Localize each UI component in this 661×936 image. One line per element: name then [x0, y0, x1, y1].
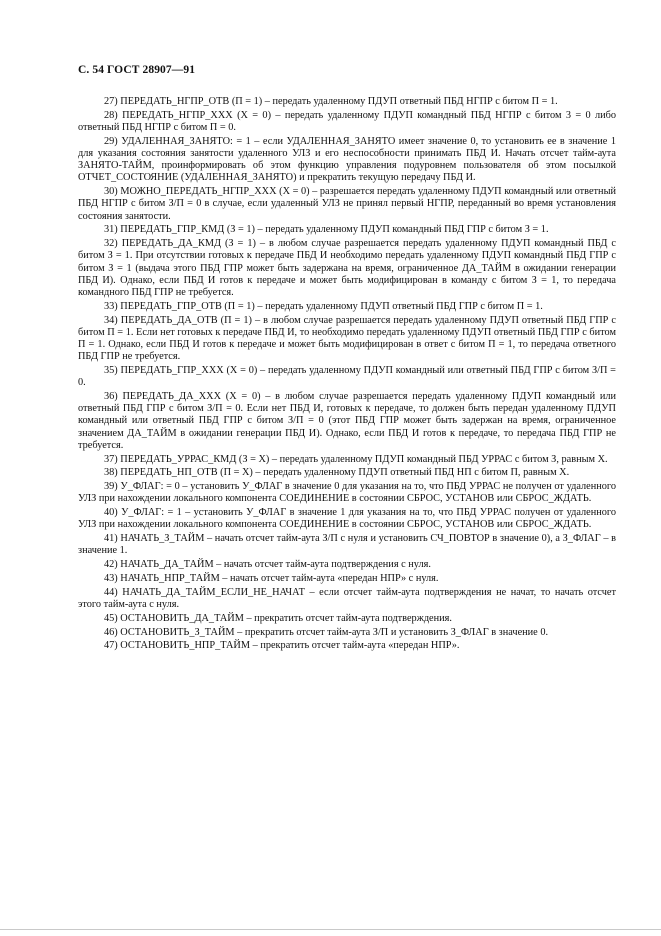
paragraph-27: 27) ПЕРЕДАТЬ_НГПР_ОТВ (П = 1) – передать удаленному ПДУП ответный ПБД НГПР с битом П = 1.: [104, 96, 558, 107]
paragraph-42: 42) НАЧАТЬ_ДА_ТАЙМ – начать отсчет тайм-аута подтверждения с нуля.: [104, 559, 431, 571]
paragraph-46: 46) ОСТАНОВИТЬ_З_ТАЙМ – прекратить отсчет тайм-аута З/П и установить З_ФЛАГ в значение 0.: [104, 626, 549, 638]
page-header: С. 54 ГОСТ 28907—91: [78, 64, 196, 76]
paragraph-34: 34) ПЕРЕДАТЬ_ДА_ОТВ (П = 1) – в любом случае разрешается передать удаленному ПДУП ответный ПБД ГПР с битом П = 1. Если нет готовых к передаче ПБД И, то необходимо передать удаленному ПДУП ответный ПБД ГПР с битом П = 1. Однако, если ПБД И готов к передаче и может быть модифицирован в ответ с битом П = 1, то передача ответного ПБД ГПР не требуется.: [78, 314, 616, 363]
paragraph-29: 29) УДАЛЕННАЯ_ЗАНЯТО: = 1 – если УДАЛЕННАЯ_ЗАНЯТО имеет значение 0, то установить ее в значение 1 для указания состояния занятости удаленного УЛЗ и его неспособности принимать ПБД И. Начать отсчет тайм-аута ЗАНЯТО-ТАЙМ, проинформировать об этом функцию управления подуровнем пользователя об этом посылкой ОТЧЕТ_СОСТОЯНИЕ (УДАЛЕННАЯ_ЗАНЯТО) и прекратить текущую передачу ПБД И.: [78, 135, 616, 184]
paragraph-35: 35) ПЕРЕДАТЬ_ГПР_XXX (X = 0) – передать удаленному ПДУП командный или ответный ПБД ГПР с битом З/П = 0.: [78, 365, 616, 389]
paragraph-40: 40) У_ФЛАГ: = 1 – установить У_ФЛАГ в значение 1 для указания на то, что ПБД УРРАС получен от удаленного УЛЗ при нахождении локального компонента СОЕДИНЕНИЕ в состоянии СБРОС, УСТАНОВ или СБРОС_ЖДАТЬ.: [78, 507, 616, 531]
paragraph-28: 28) ПЕРЕДАТЬ_НГПР_XXX (X = 0) – передать удаленному ПДУП командный ПБД НГПР с битом 3 = 0 либо ответный ПБД НГПР с битом П = 0.: [78, 109, 616, 133]
paragraph-45: 45) ОСТАНОВИТЬ_ДА_ТАЙМ – прекратить отсчет тайм-аута подтверждения.: [104, 612, 452, 624]
paragraph-30: 30) МОЖНО_ПЕРЕДАТЬ_НГПР_XXX (X = 0) – разрешается передать удаленному ПДУП командный или ответный ПБД НГПР с битом З/П = 0 в случае, если удаленный УЛЗ не принял первый НГПР, переданный во время установления состояния занятости.: [78, 186, 616, 222]
paragraph-32: 32) ПЕРЕДАТЬ_ДА_КМД (З = 1) – в любом случае разрешается передать удаленному ПДУП командный ПБД с битом З = 1. При отсутствии готовых к передаче ПБД И необходимо передать удаленному ПДУП командный ПБД ГПР с битом З = 1 (выдача этого ПБД ГПР может быть задержана на время, ограниченное ДА_ТАЙМ в ожидании генерации ПБД И). Однако, если ПБД И готов к передаче и может быть модифицирован в команду с битом З = 1, то передача командного ПБД ГПР не требуется.: [78, 238, 616, 299]
paragraph-36: 36) ПЕРЕДАТЬ_ДА_XXX (X = 0) – в любом случае разрешается передать удаленному ПДУП командный или ответный ПБД ГПР с битом З/П = 0. Если нет ПБД И, готовых к передаче, то должен быть передан удаленному ПДУП командный или ответный ПБД ГПР с битом З/П = 0 (этот ПБД ГПР может быть задержан на время, ограниченное значением ДА_ТАЙМ в ожидании генерации ПБД И). Однако, если ПБД И готов к передаче, то передача ПБД ГПР не требуется.: [78, 391, 616, 451]
paragraph-33: 33) ПЕРЕДАТЬ_ГПР_ОТВ (П = 1) – передать удаленному ПДУП ответный ПБД ГПР с битом П = 1.: [104, 300, 543, 312]
paragraph-47: 47) ОСТАНОВИТЬ_НПР_ТАЙМ – прекратить отсчет тайм-аута «передан НПР».: [104, 640, 460, 652]
paragraph-31: 31) ПЕРЕДАТЬ_ГПР_КМД (З = 1) – передать удаленному ПДУП командный ПБД ГПР с битом З = 1.: [104, 224, 549, 236]
paragraph-41: 41) НАЧАТЬ_З_ТАЙМ – начать отсчет тайм-аута З/П с нуля и установить СЧ_ПОВТОР в значение 0), а З_ФЛАГ – в значение 1.: [78, 533, 616, 557]
paragraph-37: 37) ПЕРЕДАТЬ_УРРАС_КМД (З = X) – передать удаленному ПДУП командный ПБД УРРАС с битом З, равным X.: [104, 453, 608, 465]
paragraph-44: 44) НАЧАТЬ_ДА_ТАЙМ_ЕСЛИ_НЕ_НАЧАТ – если отсчет тайм-аута подтверждения не начат, то начать отсчет этого тайм-аута с нуля.: [78, 586, 616, 611]
paragraph-38: 38) ПЕРЕДАТЬ_НП_ОТВ (П = X) – передать удаленному ПДУП ответный ПБД НП с битом П, равным X.: [104, 467, 570, 479]
page-bottom-divider: [0, 929, 661, 930]
document-body: [78, 96, 616, 654]
paragraph-39: 39) У_ФЛАГ: = 0 – установить У_ФЛАГ в значение 0 для указания на то, что ПБД УРРАС не получен от удаленного УЛЗ при нахождении локального компонента СОЕДИНЕНИЕ в состоянии СБРОС, УСТАНОВ или СБРОС_ЖДАТЬ.: [78, 481, 616, 505]
paragraph-43: 43) НАЧАТЬ_НПР_ТАЙМ – начать отсчет тайм-аута «передан НПР» с нуля.: [104, 573, 439, 585]
